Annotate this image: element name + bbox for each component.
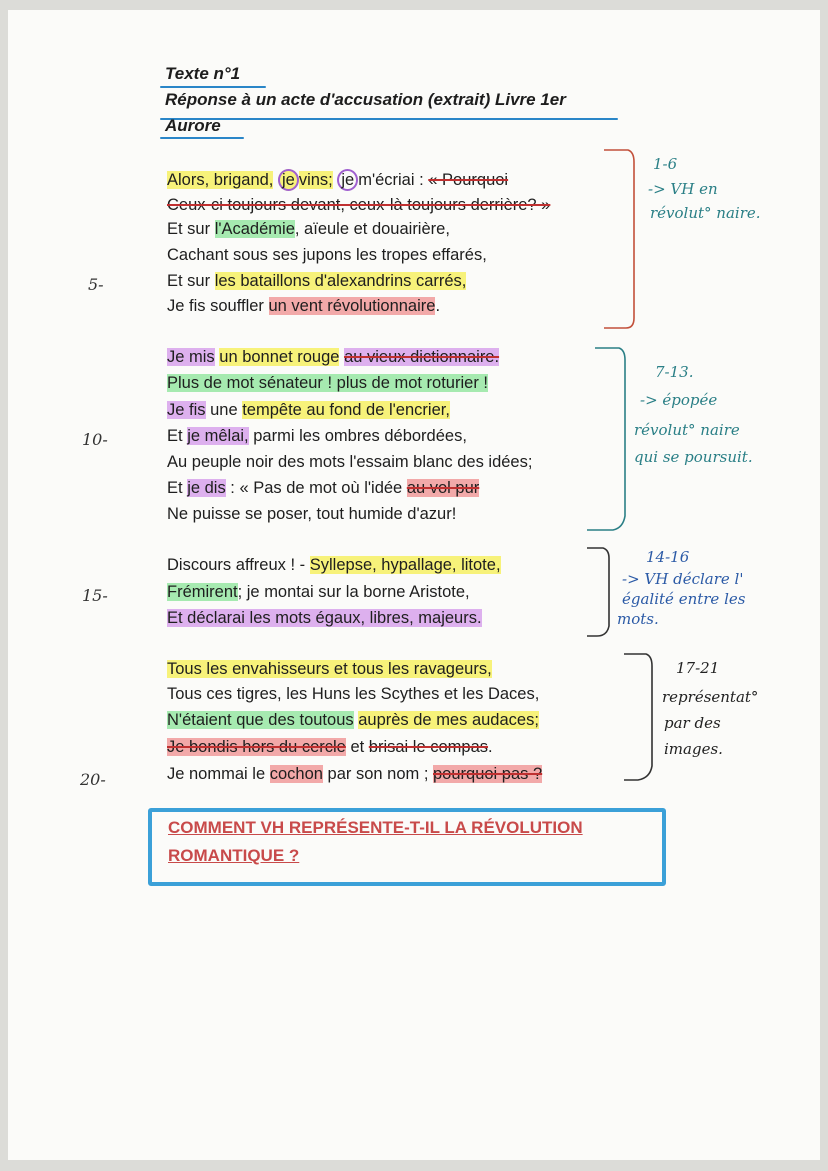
note-1-line-1: -> VH en <box>648 180 718 198</box>
circled-word: je <box>278 169 299 191</box>
verse-line-19 <box>167 710 539 730</box>
verse-line-5 <box>167 271 466 291</box>
note-2-line-3: qui se poursuit. <box>634 448 753 466</box>
verse-line-18 <box>167 684 539 704</box>
highlight: un vent révolutionnaire <box>268 297 436 315</box>
note-4-line-1: représentat° <box>662 688 759 706</box>
bracket-3 <box>585 546 615 640</box>
verse-line-17 <box>167 659 492 679</box>
highlight: tempête au fond de l'encrier, <box>242 401 450 419</box>
struck-text: au vol pur <box>406 479 480 497</box>
verse-line-10 <box>167 426 467 446</box>
note-2-line-1: -> épopée <box>640 391 718 409</box>
text-subtitle: Réponse à un acte d'accusation (extrait) Livre 1er <box>165 90 566 109</box>
verse-text: Et sur <box>167 220 215 238</box>
highlight: Et déclarai les mots égaux, libres, majeurs. <box>167 609 482 627</box>
bracket-2 <box>585 346 630 534</box>
verse-text: . <box>435 297 441 315</box>
struck-text: Je bondis hors du cercle <box>167 738 346 756</box>
verse-text: Ne puisse se poser, tout humide d'azur! <box>167 505 457 523</box>
verse-text: : « Pas de mot où l'idée <box>225 479 407 497</box>
title-underline <box>160 86 266 88</box>
verse-line-2 <box>167 195 550 215</box>
highlight: Syllepse, hypallage, litote, <box>309 556 501 574</box>
verse-text: Et <box>167 479 188 497</box>
note-3-range: 14-16 <box>646 548 690 566</box>
verse-text: , aïeule et douairière, <box>294 220 450 238</box>
verse-text: Tous ces tigres, les Huns les Scythes et les Daces, <box>167 685 540 703</box>
subtitle-underline <box>160 118 618 120</box>
highlight: Frémirent <box>167 583 238 601</box>
verse-line-4 <box>167 245 487 265</box>
highlight: vins; <box>298 171 333 189</box>
verse-line-14 <box>167 555 501 575</box>
verse-text: Et sur <box>167 272 215 290</box>
note-1-range: 1-6 <box>653 155 678 173</box>
highlight: auprès de mes audaces; <box>358 711 539 729</box>
line-number-20: 20- <box>80 770 106 789</box>
verse-text: Et <box>167 427 188 445</box>
struck-text: pourquoi pas ? <box>433 765 543 783</box>
verse-text: . <box>488 738 493 756</box>
verse-line-20 <box>167 737 493 757</box>
bracket-1 <box>600 148 640 333</box>
verse-line-7 <box>167 347 499 367</box>
verse-line-9 <box>167 400 450 420</box>
verse-line-11 <box>167 452 532 472</box>
collection-name: Aurore <box>165 116 221 135</box>
verse-line-1 <box>167 170 508 190</box>
verse-text: ; je montai sur la borne Aristote, <box>237 583 470 601</box>
verse-text: une <box>205 401 243 419</box>
verse-line-16 <box>167 608 482 628</box>
highlight: un bonnet rouge <box>219 348 340 366</box>
circled-word: je <box>337 169 358 191</box>
highlight: je mêlai, <box>187 427 249 445</box>
verse-line-13 <box>167 504 456 524</box>
highlight: cochon <box>269 765 323 783</box>
note-3-line-2: égalité entre les <box>622 590 746 608</box>
verse-line-8 <box>167 373 488 393</box>
collection-underline <box>160 137 244 139</box>
struck-text: « Pourquoi <box>428 171 509 189</box>
verse-line-6 <box>167 296 440 316</box>
verse-text: Cachant sous ses jupons les tropes effarés, <box>167 246 487 264</box>
note-3-line-1: -> VH déclare l' <box>622 570 744 588</box>
line-number-5: 5- <box>88 275 104 294</box>
highlight: N'étaient que des toutous <box>167 711 354 729</box>
verse-text: Discours affreux ! - <box>167 556 310 574</box>
verse-line-12 <box>167 478 479 498</box>
struck-text: au vieux dictionnaire. <box>344 348 500 366</box>
note-3-line-3: mots. <box>617 610 659 628</box>
question-line-2: ROMANTIQUE ? <box>168 846 300 865</box>
highlight: Je mis <box>167 348 215 366</box>
note-2-range: 7-13. <box>655 363 694 381</box>
highlight: les bataillons d'alexandrins carrés, <box>214 272 467 290</box>
note-4-range: 17-21 <box>676 659 720 677</box>
verse-line-21 <box>167 764 542 784</box>
struck-text: brisai le compas <box>368 738 489 756</box>
verse-text: Je fis souffler <box>167 297 269 315</box>
line-number-10: 10- <box>82 430 108 449</box>
note-4-line-3: images. <box>664 740 723 758</box>
verse-text: Je nommai le <box>167 765 270 783</box>
verse-text: parmi les ombres débordées, <box>248 427 467 445</box>
verse-line-3 <box>167 219 450 239</box>
verse-line-15 <box>167 582 470 602</box>
note-4-line-2: par des <box>664 714 721 732</box>
note-2-line-2: révolut° naire <box>634 421 740 439</box>
highlight: je dis <box>187 479 226 497</box>
line-number-15: 15- <box>82 586 108 605</box>
highlight: Je fis <box>167 401 206 419</box>
highlight: Alors, brigand, <box>167 171 274 189</box>
verse-text: et <box>345 738 369 756</box>
highlight: Tous les envahisseurs et tous les ravageurs, <box>167 660 492 678</box>
note-1-line-2: révolut° naire. <box>650 204 761 222</box>
struck-text: Ceux-ci toujours devant, ceux-là toujours derrière? » <box>167 196 551 214</box>
question-line-1: COMMENT VH REPRÉSENTE-T-IL LA RÉVOLUTION <box>168 818 583 837</box>
verse-text: par son nom ; <box>322 765 433 783</box>
highlight: Plus de mot sénateur ! plus de mot roturier ! <box>167 374 488 392</box>
verse-text: Au peuple noir des mots l'essaim blanc des idées; <box>167 453 533 471</box>
text-number-title: Texte n°1 <box>165 64 241 83</box>
highlight: l'Académie <box>214 220 295 238</box>
bracket-4 <box>620 652 660 784</box>
verse-text: m'écriai : <box>358 171 429 189</box>
